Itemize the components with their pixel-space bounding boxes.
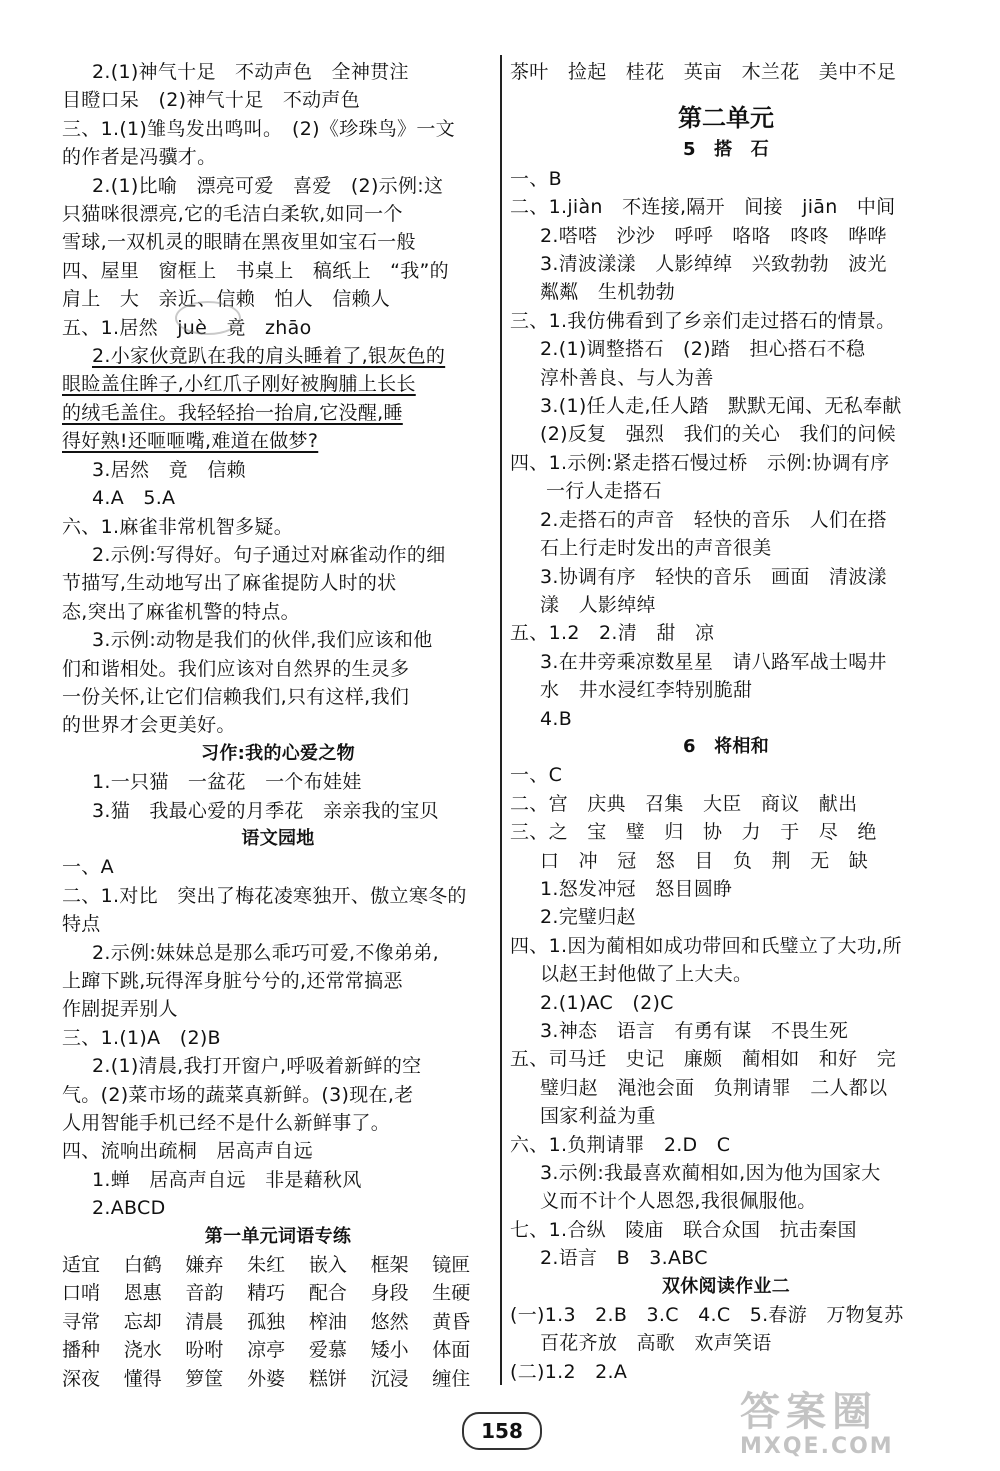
answer-line: 眼睑盖住眸子,小红爪子刚好被胸脯上长长: [62, 373, 416, 396]
answer-line: 4.A 5.A: [92, 487, 176, 510]
answer-line: 3.居然 竟 信赖: [92, 458, 246, 481]
word-cell: 嫌弃: [185, 1254, 224, 1277]
answer-line: 4.B: [540, 707, 573, 730]
answer-line: 口 冲 冠 怒 目 负 荆 无 缺: [540, 849, 869, 872]
answer-line: 义而不计个人恩怨,我很佩服他。: [540, 1190, 817, 1213]
answer-line: 2.语言 B 3.ABC: [540, 1247, 708, 1270]
page-number: 158: [462, 1412, 542, 1450]
word-cell: 矮小: [370, 1339, 409, 1362]
answer-line: 粼粼 生机勃勃: [540, 281, 676, 304]
answer-line: 1.蝉 居高声自远 非是藉秋风: [92, 1168, 362, 1191]
section-heading: 双休阅读作业二: [661, 1275, 791, 1297]
word-cell: 生硬: [432, 1282, 471, 1305]
answer-line: 特点: [62, 913, 101, 936]
word-cell: 糕饼: [308, 1367, 347, 1390]
answer-line: 2.示例:妹妹总是那么乖巧可爱,不像弟弟,: [92, 941, 439, 964]
answer-line: 3.清波漾漾 人影绰绰 兴致勃勃 波光: [540, 253, 887, 276]
answer-line: 四、1.因为蔺相如成功带回和氏璧立了大功,所: [510, 934, 902, 957]
answer-line: 3.猫 我最心爱的月季花 亲亲我的宝贝: [92, 799, 439, 822]
answer-line: 3.示例:我最喜欢蔺相如,因为他为国家大: [540, 1162, 881, 1185]
answer-line: (一)1.3 2.B 3.C 4.C 5.春游 万物复苏: [510, 1304, 904, 1327]
word-cell: 悠然: [370, 1310, 409, 1333]
answer-line: 2.(1)清晨,我打开窗户,呼吸着新鲜的空: [92, 1055, 422, 1078]
answer-line: 作剧捉弄别人: [62, 998, 178, 1021]
answer-line: 2.小家伙竟趴在我的肩头睡着了,银灰色的: [92, 345, 446, 368]
answer-line: 2.示例:写得好。句子通过对麻雀动作的细: [92, 543, 446, 566]
answer-line: 的绒毛盖住。我轻轻抬一抬肩,它没醒,睡: [62, 401, 403, 424]
word-cell: 吩咐: [185, 1339, 224, 1362]
answer-line: 百花齐放 高歌 欢声笑语: [540, 1332, 772, 1355]
word-cell: 精巧: [247, 1282, 286, 1305]
answer-line: 国家利益为重: [540, 1105, 656, 1128]
word-cell: 播种: [62, 1339, 101, 1362]
left-column: [62, 58, 494, 1393]
word-cell: 榨油: [308, 1310, 347, 1333]
section-heading: 习作:我的心爱之物: [201, 742, 355, 764]
answer-line: 2.(1)比喻 漂亮可爱 喜爱 (2)示例:这: [92, 174, 444, 197]
answer-line: 3.在井旁乘凉数星星 请八路军战士喝井: [540, 650, 887, 673]
answer-line: 2.完璧归赵: [540, 906, 636, 929]
watermark: [740, 1390, 990, 1466]
answer-line: 2.(1)调整搭石 (2)踏 担心搭石不稳: [540, 338, 866, 361]
word-cell: 口哨: [62, 1282, 101, 1305]
answer-line: 1.一只猫 一盆花 一个布娃娃: [92, 771, 362, 794]
answer-line: (二)1.2 2.A: [510, 1360, 628, 1383]
answer-line: 五、司马迁 史记 廉颇 蔺相如 和好 完: [510, 1048, 897, 1071]
word-cell: 箩筐: [185, 1367, 224, 1390]
word-cell: 懂得: [123, 1367, 162, 1390]
word-cell: 身段: [370, 1282, 409, 1305]
answer-line: 六、1.负荆请罪 2.D C: [510, 1133, 731, 1156]
answer-line: 3.协调有序 轻快的音乐 画面 清波漾: [540, 565, 887, 588]
answer-line: 2.嗒嗒 沙沙 呼呼 咯咯 咚咚 哗哗: [540, 224, 887, 247]
word-cell: 凉亭: [247, 1339, 286, 1362]
answer-line: 目瞪口呆 (2)神气十足 不动声色: [62, 89, 361, 112]
word-grid: [62, 1251, 494, 1393]
answer-line: 节描写,生动地写出了麻雀提防人时的状: [62, 572, 397, 595]
section-heading: 语文园地: [241, 827, 315, 849]
word-cell: 镜匣: [432, 1254, 471, 1277]
word-cell: 嵌入: [308, 1254, 347, 1277]
answer-line: 一行人走搭石: [546, 480, 662, 503]
answer-line: 的世界才会更美好。: [62, 714, 236, 737]
word-cell: 清晨: [185, 1310, 224, 1333]
right-answers: [510, 136, 942, 1386]
unit-title: 第二单元: [678, 104, 774, 133]
word-cell: 白鹤: [123, 1254, 162, 1277]
answer-line: 三、1.(1)雏鸟发出鸣叫。 (2)《珍珠鸟》一文: [62, 117, 455, 140]
word-cell: 浇水: [123, 1339, 162, 1362]
answer-line: 2.ABCD: [92, 1197, 166, 1220]
section-heading: 第一单元词语专练: [204, 1225, 352, 1247]
word-cell: 沉浸: [370, 1367, 409, 1390]
answer-line: 淳朴善良、与人为善: [540, 366, 714, 389]
answer-line: 二、宫 庆典 召集 大臣 商议 献出: [510, 792, 858, 815]
answer-line: 四、1.示例:紧走搭石慢过桥 示例:协调有序: [510, 451, 890, 474]
answer-line: 七、1.合纵 陵庙 联合众国 抗击秦国: [510, 1218, 857, 1241]
word-cell: 爱慕: [308, 1339, 347, 1362]
word-cell: 外婆: [247, 1367, 286, 1390]
word-cell: 孤独: [247, 1310, 286, 1333]
answer-line: 肩上 大 亲近、信赖 怕人 信赖人: [62, 288, 391, 311]
answer-line: 六、1.麻雀非常机智多疑。: [62, 515, 294, 538]
answer-line: 五、1.居然 juè 竟 zhāo: [62, 316, 312, 339]
answer-line: 二、1.jiàn 不连接,隔开 间接 jiān 中间: [510, 196, 896, 219]
word-cell: 忘却: [123, 1310, 162, 1333]
answer-line: 漾 人影绰绰: [540, 593, 656, 616]
word-cell: 适宜: [62, 1254, 101, 1277]
answer-line: 一、C: [510, 764, 563, 787]
word-cell: 体面: [432, 1339, 471, 1362]
word-cell: 配合: [308, 1282, 347, 1305]
watermark-logo-text: 答案圈: [740, 1389, 878, 1435]
word-cell: 寻常: [62, 1310, 101, 1333]
right-column: [510, 58, 942, 1386]
answer-line: 人用智能手机已经不是什么新鲜事了。: [62, 1112, 391, 1135]
answer-line: 2.走搭石的声音 轻快的音乐 人们在搭: [540, 508, 887, 531]
answer-line: 二、1.对比 突出了梅花凌寒独开、傲立寒冬的: [62, 884, 467, 907]
word-cell: 恩惠: [123, 1282, 162, 1305]
answer-line: 雪球,一双机灵的眼睛在黑夜里如宝石一般: [62, 231, 416, 254]
answer-line: 1.怒发冲冠 怒目圆睁: [540, 877, 733, 900]
answer-line: 四、屋里 窗框上 书桌上 稿纸上 “我”的: [62, 259, 449, 282]
watermark-url: MXQE.COM: [740, 1434, 894, 1459]
answer-line: 的作者是冯骥才。: [62, 146, 217, 169]
answer-line: 五、1.2 2.清 甜 凉: [510, 622, 715, 645]
answer-line: 3.(1)任人走,任人踏 默默无闻、无私奉献: [540, 395, 902, 418]
answer-line: 一份关怀,让它们信赖我们,只有这样,我们: [62, 685, 410, 708]
word-cell: 深夜: [62, 1367, 101, 1390]
answer-line: 以赵王封他做了上大夫。: [540, 963, 753, 986]
answer-line: 气。(2)菜市场的蔬菜真新鲜。(3)现在,老: [62, 1083, 414, 1106]
section-heading: 6 将相和: [682, 735, 770, 757]
answer-line: 石上行走时发出的声音很美: [540, 537, 772, 560]
answer-line: 态,突出了麻雀机警的特点。: [62, 600, 300, 623]
answer-line: 只猫咪很漂亮,它的毛洁白柔软,如同一个: [62, 203, 403, 226]
word-cell: 框架: [370, 1254, 409, 1277]
answer-line: 三、1.我仿佛看到了乡亲们走过搭石的情景。: [510, 309, 896, 332]
section-heading: 5 搭 石: [682, 139, 770, 161]
answer-line: 三、1.(1)A (2)B: [62, 1026, 221, 1049]
column-divider: [500, 55, 502, 1385]
answer-line: 2.(1)神气十足 不动声色 全神贯注: [92, 61, 409, 83]
word-cell: 音韵: [185, 1282, 224, 1305]
answer-line: 璧归赵 渑池会面 负荆请罪 二人都以: [540, 1076, 888, 1099]
answer-line: 上蹿下跳,玩得浑身脏兮兮的,还常常搞恶: [62, 970, 403, 992]
stamp-mark: [175, 301, 241, 335]
word-cell: 缠住: [432, 1367, 471, 1390]
answer-line: 2.(1)AC (2)C: [540, 991, 674, 1014]
answer-line: 一、A: [62, 856, 114, 879]
answer-line: (2)反复 强烈 我们的关心 我们的问候: [540, 423, 896, 446]
word-cell: 朱红: [247, 1254, 286, 1277]
answer-line: 三、之 宝 璧 归 协 力 于 尽 绝: [510, 821, 877, 844]
answer-line: 四、流响出疏桐 居高声自远: [62, 1140, 313, 1163]
answer-line: 得好熟!还咂咂嘴,难道在做梦?: [62, 430, 319, 453]
right-top-line: 茶叶 捡起 桂花 英亩 木兰花 美中不足: [510, 61, 897, 83]
answer-line: 们和谐相处。我们应该对自然界的生灵多: [62, 657, 410, 680]
answer-line: 3.神态 语言 有勇有谋 不畏生死: [540, 1020, 849, 1042]
answer-line: 水 井水浸红李特别脆甜: [540, 679, 753, 702]
answer-line: 一、B: [510, 167, 562, 190]
answer-line: 3.示例:动物是我们的伙伴,我们应该和他: [92, 629, 433, 652]
word-cell: 黄昏: [432, 1310, 471, 1333]
